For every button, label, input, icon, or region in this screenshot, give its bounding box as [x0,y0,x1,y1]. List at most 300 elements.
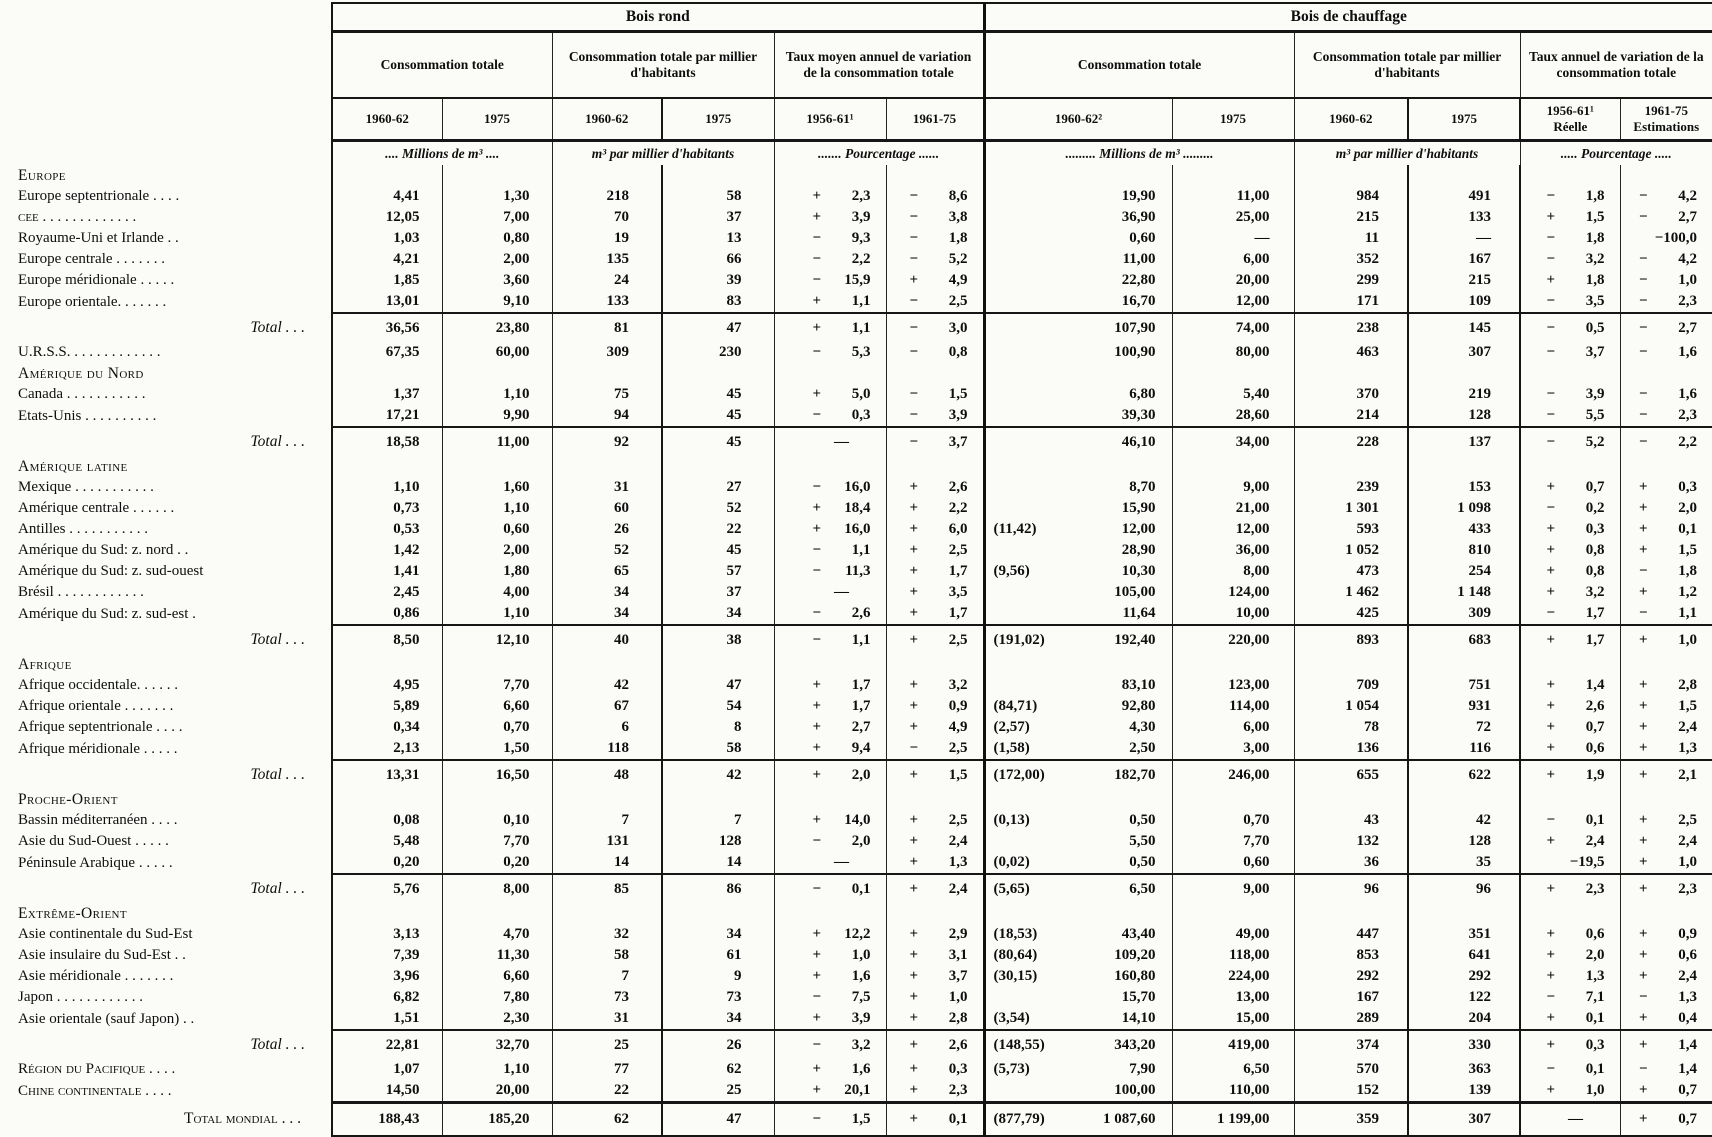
cell: 14 [662,852,774,874]
cell: 43 [1294,810,1408,831]
year-header: 1956-61¹ [774,98,886,141]
cell [442,654,552,675]
cell [984,903,1172,924]
header-spacer [0,3,332,32]
cell: + 1,0 [1520,1080,1620,1103]
cell: 9 [662,966,774,987]
cell: 145 [1408,313,1520,342]
cell: + 0,6 [1520,924,1620,945]
cell: 6,82 [332,987,442,1008]
cell: − 2,2 [1620,427,1712,456]
cell: − 1,0 [1620,270,1712,291]
cell: (5,73) 7,90 [984,1059,1172,1080]
cell: 39,30 [984,405,1172,427]
cell: 810 [1408,540,1520,561]
cell: + 2,0 [1520,945,1620,966]
cell [1172,654,1294,675]
cell: 246,00 [1172,760,1294,789]
cell: 100,00 [984,1080,1172,1103]
cell [1520,903,1620,924]
cell [984,456,1172,477]
cell: 984 [1294,186,1408,207]
units-row [0,141,1712,166]
cell: 491 [1408,186,1520,207]
cell: − 1,8 [1520,228,1620,249]
cell: 2,00 [442,249,552,270]
cell: — [1408,228,1520,249]
cell: 139 [1408,1080,1520,1103]
cell [442,789,552,810]
cell [332,363,442,384]
cell: 215 [1294,207,1408,228]
cell: 22,80 [984,270,1172,291]
cell [1294,456,1408,477]
cell: 1 148 [1408,582,1520,603]
year-header: 1961-75 [886,98,984,141]
cell: − 5,2 [886,249,984,270]
cell: + 2,5 [886,540,984,561]
cell: 1,10 [442,1059,552,1080]
cell: − 1,4 [1620,1059,1712,1080]
cell: + 0,7 [1520,477,1620,498]
table-header [0,3,1712,165]
section-row [0,654,1712,675]
unit-label: ....... Pourcentage ...... [774,141,984,166]
cell: − 1,1 [774,540,886,561]
cell: − 5,5 [1520,405,1620,427]
cell [1620,165,1712,186]
row-label: Afrique occidentale. . . . . . [18,677,178,693]
cell: 9,90 [442,405,552,427]
cell: (0,02) 0,50 [984,852,1172,874]
cell: + 2,6 [886,477,984,498]
table-row [0,945,1712,966]
cell: 0,10 [442,810,552,831]
cell: 83 [662,291,774,313]
cell [1294,789,1408,810]
cell: 218 [552,186,662,207]
cell: + 0,3 [1520,519,1620,540]
cell: 62 [552,1103,662,1137]
row-label: Amérique du Sud: z. sud-est . [18,605,196,622]
cell: 128 [1408,831,1520,852]
cell: 0,53 [332,519,442,540]
cell: − 0,1 [1520,1059,1620,1080]
cell: + 16,0 [774,519,886,540]
cell: + 12,2 [774,924,886,945]
cell [1172,165,1294,186]
cell: 42 [1408,810,1520,831]
consumption-table [0,2,1712,1137]
cell: + 2,4 [886,874,984,903]
cell: 0,70 [1172,810,1294,831]
cell: 39 [662,270,774,291]
cell [1294,654,1408,675]
cell [774,903,886,924]
cell: 67,35 [332,342,442,363]
cell: 7,39 [332,945,442,966]
cell [1620,789,1712,810]
cell: − 2,5 [886,291,984,313]
cell: 47 [662,675,774,696]
cell: 709 [1294,675,1408,696]
cell [1294,165,1408,186]
cell [774,789,886,810]
cell: − 3,2 [1520,249,1620,270]
row-label: Royaume-Uni et Irlande . . [18,230,179,246]
cell: 75 [552,384,662,405]
cell: 118 [552,738,662,760]
cell: 52 [552,540,662,561]
cell [1408,456,1520,477]
cell: 136 [1294,738,1408,760]
cell: 167 [1294,987,1408,1008]
cell [552,903,662,924]
cell: 94 [552,405,662,427]
table-row [0,852,1712,874]
cell: 17,21 [332,405,442,427]
cell: − 2,5 [886,738,984,760]
cell: 13,00 [1172,987,1294,1008]
row-label: U.R.S.S. . . . . . . . . . . . . [18,344,161,360]
cell: 1,37 [332,384,442,405]
cell: + 0,6 [1620,945,1712,966]
cell: 45 [662,405,774,427]
cell: − 8,6 [886,186,984,207]
row-label: Amérique du Sud: z. sud-ouest [18,563,204,579]
cell [984,165,1172,186]
row-label: Total . . . [250,318,305,336]
table-body [0,165,1712,1136]
cell: 19,90 [984,186,1172,207]
cell: 27 [662,477,774,498]
cell: 0,08 [332,810,442,831]
cell [1520,654,1620,675]
cell: − 1,1 [774,625,886,654]
cell: 137 [1408,427,1520,456]
cell: + 1,1 [774,291,886,313]
cell [886,363,984,384]
cell: 931 [1408,696,1520,717]
cell [332,165,442,186]
cell: 18,58 [332,427,442,456]
cell: − 7,5 [774,987,886,1008]
cell: + 1,3 [1620,738,1712,760]
cell: + 6,0 [886,519,984,540]
table-row [0,561,1712,582]
cell [1620,456,1712,477]
cell: 7,70 [1172,831,1294,852]
cell: + 1,4 [1520,675,1620,696]
cell [662,789,774,810]
cell: 34,00 [1172,427,1294,456]
cell: + 1,0 [774,945,886,966]
cell: 0,20 [332,852,442,874]
cell [332,903,442,924]
cell: 135 [552,249,662,270]
table-row [0,1059,1712,1080]
table-row [0,831,1712,852]
cell: + 2,7 [774,717,886,738]
cell: + 0,9 [1620,924,1712,945]
cell: 66 [662,249,774,270]
cell [1172,363,1294,384]
cell [1408,789,1520,810]
cell: − 3,0 [886,313,984,342]
cell: 224,00 [1172,966,1294,987]
cell: 85 [552,874,662,903]
table-row [0,717,1712,738]
cell: 463 [1294,342,1408,363]
cell [1520,456,1620,477]
cell: 36,00 [1172,540,1294,561]
cell: 622 [1408,760,1520,789]
cell [1172,789,1294,810]
cell: + 1,8 [1520,270,1620,291]
table-row [0,249,1712,270]
cell: + 0,3 [1520,1030,1620,1059]
cell: − 3,9 [1520,384,1620,405]
cell: (5,65) 6,50 [984,874,1172,903]
cell [442,456,552,477]
cell: + 2,0 [774,760,886,789]
group-header-bois-rond: Bois rond [332,3,984,32]
cell [1408,903,1520,924]
cell: 36,90 [984,207,1172,228]
cell: 109 [1408,291,1520,313]
cell: − 3,7 [1520,342,1620,363]
unit-label: m³ par millier d'habitants [552,141,774,166]
cell: 58 [662,738,774,760]
cell: 239 [1294,477,1408,498]
cell: − 3,7 [886,427,984,456]
cell [662,654,774,675]
table-row [0,603,1712,625]
cell: (11,42) 12,00 [984,519,1172,540]
cell: 34 [552,603,662,625]
cell: + 3,7 [886,966,984,987]
row-label: Amérique du Nord [18,364,144,382]
cell: 128 [1408,405,1520,427]
cell: 12,10 [442,625,552,654]
cell: 0,34 [332,717,442,738]
cell: 70 [552,207,662,228]
table-row [0,924,1712,945]
table-row [0,477,1712,498]
cell: 9,00 [1172,477,1294,498]
cell: 6,60 [442,966,552,987]
cell: 2,13 [332,738,442,760]
cell: − 3,2 [774,1030,886,1059]
cell: 683 [1408,625,1520,654]
cell: + 2,3 [1520,874,1620,903]
cell [1408,165,1520,186]
cell: 3,60 [442,270,552,291]
cell: 15,70 [984,987,1172,1008]
cell [442,363,552,384]
cell: 4,00 [442,582,552,603]
cell: (877,79) 1 087,60 [984,1103,1172,1137]
table-row [0,540,1712,561]
cell: 204 [1408,1008,1520,1030]
cell: 6,50 [1172,1059,1294,1080]
cell: + 9,4 [774,738,886,760]
unit-label: ......... Millions de m³ ......... [984,141,1294,166]
cell: + 0,3 [1620,477,1712,498]
cell: 2,30 [442,1008,552,1030]
year-header: 1975 [1408,98,1520,141]
cell: — [1520,1103,1620,1137]
cell: 24 [552,270,662,291]
cell: 60,00 [442,342,552,363]
cell: + 2,3 [1620,874,1712,903]
cell: (191,02) 192,40 [984,625,1172,654]
cell: 45 [662,540,774,561]
table-row [0,342,1712,363]
cell: 22 [552,1080,662,1103]
cell: 96 [1294,874,1408,903]
row-label: Amérique du Sud: z. nord . . [18,542,189,558]
cell: 9,00 [1172,874,1294,903]
row-label: Total . . . [250,765,305,783]
row-label: Japon . . . . . . . . . . . . [18,989,143,1005]
table-row [0,270,1712,291]
cell: 83,10 [984,675,1172,696]
cell [662,456,774,477]
cell: 37 [662,582,774,603]
header-spacer [0,98,332,141]
cell: 36,56 [332,313,442,342]
cell: − 0,5 [1520,313,1620,342]
cell: + 2,8 [1620,675,1712,696]
cell: − 4,2 [1620,186,1712,207]
cell: 100,90 [984,342,1172,363]
cell: 1 462 [1294,582,1408,603]
cell: 11,00 [442,427,552,456]
cell: 25 [552,1030,662,1059]
subheader: Consommation totale par millier d'habitants [1294,32,1520,99]
cell: 1,30 [442,186,552,207]
cell: 641 [1408,945,1520,966]
section-row [0,456,1712,477]
cell: 23,80 [442,313,552,342]
cell: 307 [1408,342,1520,363]
cell: 1 301 [1294,498,1408,519]
cell: + 1,7 [774,696,886,717]
cell: − 1,8 [886,228,984,249]
cell: − 4,2 [1620,249,1712,270]
cell: 219 [1408,384,1520,405]
cell: + 1,7 [886,603,984,625]
row-label: Asie insulaire du Sud-Est . . [18,947,186,963]
cell: + 2,4 [1520,831,1620,852]
cell: + 1,3 [1520,966,1620,987]
cell: 131 [552,831,662,852]
cell: −100,0 [1620,228,1712,249]
section-row [0,165,1712,186]
cell: 11,00 [1172,186,1294,207]
table-row [0,987,1712,1008]
cell: (172,00) 182,70 [984,760,1172,789]
cell: + 2,6 [1520,696,1620,717]
year-header: 1975 [662,98,774,141]
cell: 309 [1408,603,1520,625]
cell: 7,00 [442,207,552,228]
cell [552,789,662,810]
cell [1294,903,1408,924]
section-row [0,363,1712,384]
cell [332,654,442,675]
cell: + 2,9 [886,924,984,945]
row-label: Afrique orientale . . . . . . . [18,698,174,714]
cell: + 2,5 [1620,810,1712,831]
cell: − 3,5 [1520,291,1620,313]
row-label: Asie orientale (sauf Japon) . . [18,1010,195,1027]
cell: + 1,3 [886,852,984,874]
cell: − 1,8 [1520,186,1620,207]
cell: 67 [552,696,662,717]
cell [1172,903,1294,924]
cell: 31 [552,477,662,498]
table-row [0,186,1712,207]
cell: 49,00 [1172,924,1294,945]
cell: + 2,8 [886,1008,984,1030]
cell: + 1,2 [1620,582,1712,603]
cell: 214 [1294,405,1408,427]
cell: 8 [662,717,774,738]
cell [442,165,552,186]
cell: 86 [662,874,774,903]
cell: − 1,3 [1620,987,1712,1008]
row-label: Total . . . [250,432,305,450]
cell [886,654,984,675]
cell: 655 [1294,760,1408,789]
cell: 48 [552,760,662,789]
cell: 58 [662,186,774,207]
cell [332,789,442,810]
cell: 77 [552,1059,662,1080]
cell: (1,58) 2,50 [984,738,1172,760]
cell: 45 [662,384,774,405]
cell [1520,789,1620,810]
cell: 230 [662,342,774,363]
cell: 7,70 [442,675,552,696]
cell: 80,00 [1172,342,1294,363]
row-label: cee . . . . . . . . . . . . . [18,209,137,225]
cell: (30,15) 160,80 [984,966,1172,987]
table-row [0,228,1712,249]
cell: + 3,2 [886,675,984,696]
cell: 15,00 [1172,1008,1294,1030]
cell: − 2,7 [1620,313,1712,342]
cell: − 2,0 [774,831,886,852]
cell: 4,21 [332,249,442,270]
cell: 11 [1294,228,1408,249]
cell: 15,90 [984,498,1172,519]
cell: 228 [1294,427,1408,456]
table-row [0,675,1712,696]
cell [1408,363,1520,384]
cell: 20,00 [1172,270,1294,291]
subheader: Consommation totale [332,32,552,99]
cell: 1,10 [442,498,552,519]
cell: + 2,3 [886,1080,984,1103]
cell: + 5,0 [774,384,886,405]
cell: 0,70 [442,717,552,738]
cell: 74,00 [1172,313,1294,342]
cell: 26 [662,1030,774,1059]
cell: 153 [1408,477,1520,498]
